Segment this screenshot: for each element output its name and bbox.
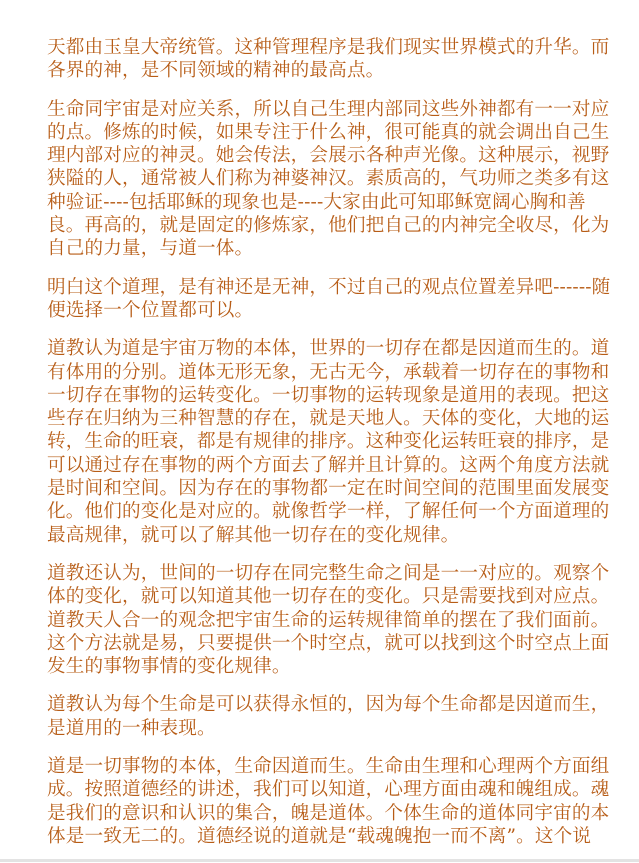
text-line: 可以通过存在事物的两个方面去了解并且计算的。这两个角度方法就 bbox=[47, 454, 610, 476]
paragraph-6 bbox=[47, 693, 613, 740]
text-line: 体是一致无二的。道德经说的道就是“载魂魄抱一而不离”。这个说 bbox=[47, 825, 592, 847]
text-line: 理内部对应的神灵。她会传法，会展示各种声光像。这种展示，视野 bbox=[47, 145, 610, 167]
text-line: 体的变化，就可以知道其他一切存在的变化。只是需要找到对应点。 bbox=[47, 586, 610, 608]
text-line: 道教天人合一的观念把宇宙生命的运转规律简单的摆在了我们面前。 bbox=[47, 609, 610, 631]
text-line: 是我们的意识和认识的集合，魄是道体。个体生命的道体同宇宙的本 bbox=[47, 802, 610, 824]
article-body bbox=[47, 36, 613, 863]
text-line: 发生的事物事情的变化规律。 bbox=[47, 656, 291, 678]
text-line: 天都由玉皇大帝统管。这种管理程序是我们现实世界模式的升华。而 bbox=[47, 37, 610, 58]
text-line: 的点。修炼的时候，如果专注于什么神，很可能真的就会调出自己生 bbox=[47, 121, 610, 143]
text-line: 良。再高的，就是固定的修炼家，他们把自己的内神完全收尽，化为 bbox=[47, 215, 610, 237]
text-line: 是道用的一种表现。 bbox=[47, 717, 216, 739]
paragraph-4 bbox=[47, 337, 613, 547]
text-line: 道教认为道是宇宙万物的本体，世界的一切存在都是因道而生的。道 bbox=[47, 338, 610, 360]
text-line: 各界的神，是不同领域的精神的最高点。 bbox=[47, 60, 385, 82]
paragraph-2 bbox=[47, 98, 613, 261]
text-line: 狭隘的人，通常被人们称为神婆神汉。素质高的，气功师之类多有这 bbox=[47, 168, 610, 190]
text-line: 这个方法就是易，只要提供一个时空点，就可以找到这个时空点上面 bbox=[47, 632, 610, 654]
text-line: 便选择一个位置都可以。 bbox=[47, 299, 254, 321]
text-line: 生命同宇宙是对应关系，所以自己生理内部同这些外神都有一一对应 bbox=[47, 98, 610, 120]
text-line: 些存在归纳为三种智慧的存在，就是天地人。天体的变化，大地的运 bbox=[47, 408, 610, 430]
text-line: 道教还认为，世间的一切存在同完整生命之间是一一对应的。观察个 bbox=[47, 562, 610, 584]
text-line: 转，生命的旺衰，都是有规律的排序。这种变化运转旺衰的排序，是 bbox=[47, 431, 610, 453]
text-line: 有体用的分别。道体无形无象，无古无今，承载着一切存在的事物和 bbox=[47, 361, 610, 383]
text-line: 成。按照道德经的讲述，我们可以知道，心理方面由魂和魄组成。魂 bbox=[47, 779, 610, 801]
text-line: 自己的力量，与道一体。 bbox=[47, 238, 254, 260]
text-line: 一切存在事物的运转变化。一切事物的运转现象是道用的表现。把这 bbox=[47, 384, 610, 406]
paragraph-1 bbox=[47, 36, 613, 83]
paragraph-7 bbox=[47, 755, 613, 848]
text-line: 明白这个道理，是有神还是无神，不过自己的观点位置差异吧------随 bbox=[47, 276, 611, 298]
text-line: 道教认为每个生命是可以获得永恒的，因为每个生命都是因道而生， bbox=[47, 694, 610, 716]
text-line: 化。他们的变化是对应的。就像哲学一样，了解任何一个方面道理的 bbox=[47, 501, 610, 523]
paragraph-5 bbox=[47, 562, 613, 678]
paragraph-3 bbox=[47, 276, 613, 323]
text-line: 最高规律，就可以了解其他一切存在的变化规律。 bbox=[47, 524, 460, 546]
text-line: 种验证----包括耶稣的现象也是----大家由此可知耶稣宽阔心胸和善 bbox=[47, 191, 586, 213]
text-line: 是时间和空间。因为存在的事物都一定在时间空间的范围里面发展变 bbox=[47, 478, 610, 500]
text-line: 道是一切事物的本体，生命因道而生。生命由生理和心理两个方面组 bbox=[47, 756, 610, 778]
